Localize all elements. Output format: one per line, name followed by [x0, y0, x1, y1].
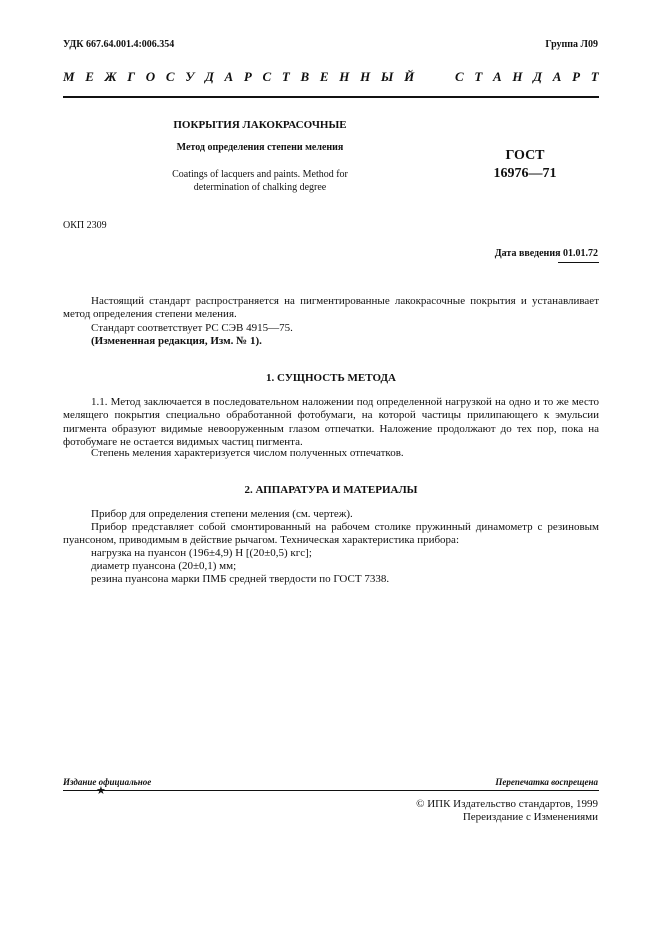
document-title: ПОКРЫТИЯ ЛАКОКРАСОЧНЫЕ [173, 119, 347, 131]
spec-item: нагрузка на пуансон (196±4,9) Н [(20±0,5) кгс]; [91, 547, 312, 559]
banner-letter: С [454, 69, 464, 84]
banner-letter: Ж [104, 69, 117, 84]
banner-letter: Й [404, 69, 415, 84]
intro-compliance: Стандарт соответствует РС СЭВ 4915—75. [91, 322, 293, 334]
intro-paragraph: Настоящий стандарт распространяется на пигментированные лакокрасочные покрытия и устанавливает метод определения степени меления. [63, 295, 599, 321]
banner-letter: Н [512, 69, 523, 84]
gost-designation [480, 147, 570, 183]
banner-letter: Т [281, 69, 290, 84]
banner-letter: Д [204, 69, 214, 84]
official-edition-note: Издание официальное [63, 777, 152, 787]
reissue-line: Переиздание с Изменениями [462, 811, 598, 823]
effective-date-value: 01.01.72 [563, 248, 598, 259]
interstate-standard-banner [63, 69, 599, 85]
date-underline [558, 262, 599, 263]
copyright-block [416, 798, 598, 824]
document-subtitle: Метод определения степени меления [176, 142, 344, 153]
banner-letter: У [185, 69, 195, 84]
section-2-paragraph-2: Прибор представляет собой смонтированный на рабочем столике пружинный динамометр с резиновым пуансоном, приводимым в действие рычагом. Техническая характеристика прибора: [63, 521, 599, 547]
english-title [140, 168, 380, 194]
gost-label: ГОСТ [505, 148, 545, 163]
section-1-paragraph-2: Степень меления характеризуется числом полученных отпечатков. [91, 447, 404, 459]
section-2-paragraph: Прибор для определения степени меления (см. чертеж). [91, 508, 353, 520]
spec-item: диаметр пуансона (20±0,1) мм; [91, 560, 237, 572]
intro-amendment: (Измененная редакция, Изм. № 1). [91, 335, 262, 347]
banner-letter: Ы [380, 69, 394, 84]
footer-rule [63, 790, 599, 791]
banner-letter: А [492, 69, 502, 84]
english-title-line: Coatings of lacquers and paints. Method for [172, 169, 348, 180]
banner-letter: Г [127, 69, 136, 84]
section-1-heading: 1. СУЩНОСТЬ МЕТОДА [266, 372, 396, 384]
banner-letter: В [300, 69, 310, 84]
banner-letter: Т [474, 69, 483, 84]
section-1-paragraph: 1.1. Метод заключается в последовательном наложении под определенной нагрузкой на одно и то же место мелящего покрытия специально обработанной фотобумаги, на которой частицы прилипающего к эмульсии пигмента образуют видимые невооруженным глазом отпечатки. Наложение продолжают до тех пор, пока на фотобумаге не остается видимых частиц пигмента. [63, 396, 599, 448]
star-icon: ★ [96, 785, 106, 797]
section-2-heading: 2. АППАРАТУРА И МАТЕРИАЛЫ [244, 484, 418, 496]
banner-letter: А [224, 69, 234, 84]
banner-letter: Р [243, 69, 252, 84]
udc-code: УДК 667.64.001.4:006.354 [63, 39, 175, 50]
banner-letter: О [145, 69, 156, 84]
banner-letter: А [552, 69, 562, 84]
gost-number: 16976—71 [493, 166, 557, 181]
effective-date-label: Дата введения [494, 248, 561, 259]
banner-letter: Р [572, 69, 581, 84]
banner-letter: М [63, 69, 75, 84]
banner-letter: Е [319, 69, 329, 84]
banner-letter: С [262, 69, 272, 84]
copyright-line: © ИПК Издательство стандартов, 1999 [416, 798, 598, 810]
effective-date [495, 248, 598, 259]
banner-letter: Е [85, 69, 94, 84]
banner-letter: Т [590, 69, 599, 84]
english-title-line: determination of chalking degree [193, 182, 327, 193]
header-rule [63, 96, 599, 98]
okp-code: ОКП 2309 [63, 220, 107, 231]
banner-letter: Д [533, 69, 543, 84]
banner-letter: Н [339, 69, 350, 84]
reprint-prohibited-note: Перепечатка воспрещена [495, 777, 598, 787]
banner-letter: С [165, 69, 175, 84]
banner-letter: Н [360, 69, 371, 84]
spec-item: резина пуансона марки ПМБ средней твердости по ГОСТ 7338. [91, 573, 390, 585]
group-code: Группа Л09 [545, 39, 598, 50]
